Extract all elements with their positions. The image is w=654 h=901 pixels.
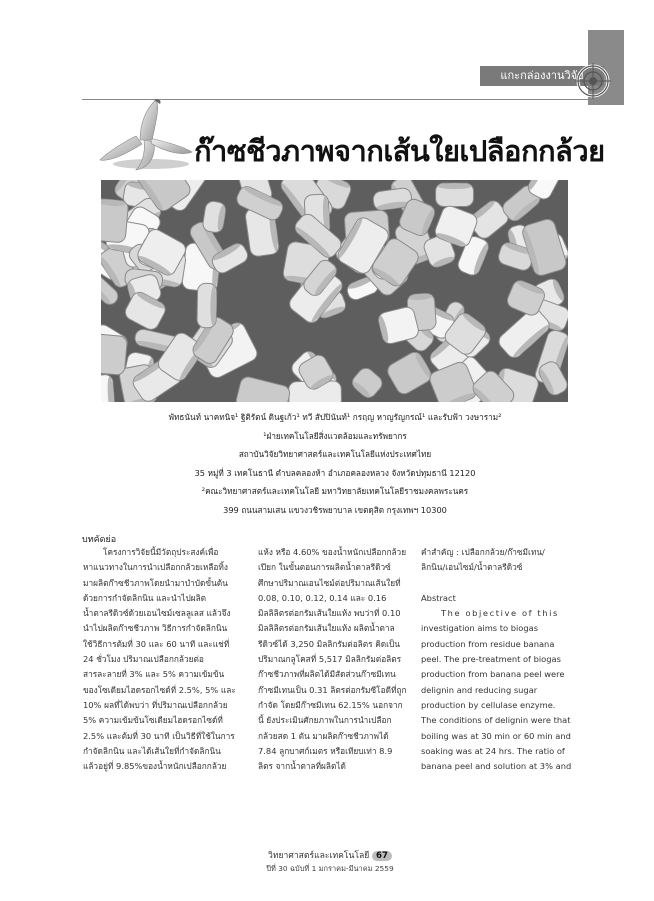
affiliation-1-address: 35 หมู่ที่ 3 เทคโนธานี ตำบลคลองห้า อำเภอคลองหลวง จังหวัดปทุมธานี 12120 bbox=[194, 467, 476, 478]
abstract-heading-en: Abstract bbox=[421, 592, 456, 603]
text-line: banana peel and solution at 3% and bbox=[421, 761, 572, 772]
journal-name: วิทยาศาสตร์และเทคโนโลยี bbox=[268, 851, 370, 861]
text-line: ลิตร จากน้ำตาลที่ผลิตได้ bbox=[258, 761, 346, 772]
article-title: ก๊าซชีวภาพจากเส้นใยเปลือกกล้วย bbox=[194, 134, 605, 168]
text-line: investigation aims to biogas bbox=[421, 623, 539, 634]
text-line: มิลลิลิตรต่อกรัมเส้นใยแห้ง พบว่าที่ 0.10 bbox=[258, 608, 401, 619]
text-line: ศึกษาปริมาณเอนไซม์ต่อปริมาณเส้นใยที่ bbox=[258, 577, 401, 588]
text-line: boiling was at 30 min or 60 min and bbox=[421, 730, 571, 741]
text-line: กำจัด โดยมีก๊าซมีเทน 62.15% นอกจาก bbox=[258, 699, 403, 710]
target-icon bbox=[575, 63, 611, 99]
author-block bbox=[100, 408, 570, 520]
text-line: นำไปผลิตก๊าซชีวภาพ วิธีการกำจัดลิกนิน bbox=[83, 623, 228, 634]
keywords-th-cont: ลิกนิน/เอนไซม์/น้ำตาลรีดิวซ์ bbox=[421, 562, 523, 573]
text-line: นี้ ยังประเมินศักยภาพในการนำเปลือก bbox=[258, 715, 392, 726]
page-number: 67 bbox=[372, 851, 392, 861]
text-line: โครงการวิจัยนี้มีวัตถุประสงค์เพื่อ bbox=[103, 547, 219, 557]
affiliation-1: ¹ฝ่ายเทคโนโลยีสิ่งแวดล้อมและทรัพยากร bbox=[263, 430, 407, 441]
peel-curl bbox=[438, 183, 472, 189]
text-line: The conditions of delignin were that bbox=[421, 715, 571, 726]
text-line: ก๊าซมีเทนเป็น 0.31 ลิตรต่อกรัมซีโอดีที่ถูก bbox=[258, 684, 407, 695]
text-line: delignin and reducing sugar bbox=[421, 684, 538, 695]
abstract-th-col2 bbox=[258, 545, 418, 774]
text-line: รีดิวซ์ได้ 3,250 มิลลิกรัมต่อลิตร คิดเป็น bbox=[258, 638, 400, 649]
text-line: มิลลิลิตรต่อกรัมเส้นใยแห้ง ผลิตน้ำตาล bbox=[258, 623, 395, 634]
text-line: เปียก ในขั้นตอนการผลิตน้ำตาลรีดิวซ์ bbox=[258, 562, 391, 573]
banana-peel-icon bbox=[96, 96, 196, 172]
text-line: หาแนวทางในการนำเปลือกกล้วยเหลือทิ้ง bbox=[83, 562, 228, 573]
text-line: แล้วอยู่ที่ 9.85%ของน้ำหนักเปลือกกล้วย bbox=[83, 761, 227, 772]
spacer bbox=[421, 576, 581, 591]
text-line: ของโซเดียมไฮดรอกไซด์ที่ 2.5%, 5% และ bbox=[83, 684, 236, 695]
text-line: peel. The pre-treatment of biogas bbox=[421, 654, 561, 665]
text-line: 24 ชั่วโมง ปริมาณเปลือกกล้วยต่อ bbox=[83, 654, 204, 665]
abstract-th-col1 bbox=[83, 545, 250, 774]
text-line: มาผลิตก๊าซชีวภาพโดยนำมาบำบัดขั้นต้น bbox=[83, 577, 228, 588]
issue-info: ปีที่ 30 ฉบับที่ 1 มกราคม-มีนาคม 2559 bbox=[266, 864, 394, 873]
section-tag: แกะกล่องงานวิจัย bbox=[480, 66, 604, 86]
text-line: ก๊าซชีวภาพที่ผลิตได้มีสัดส่วนก๊าซมีเทน bbox=[258, 669, 396, 680]
text-line: production from residue banana bbox=[421, 638, 555, 649]
text-line: production by cellulase enzyme. bbox=[421, 699, 556, 710]
affiliation-1-institute: สถาบันวิจัยวิทยาศาสตร์และเทคโนโลยีแห่งประเทศไทย bbox=[238, 449, 432, 460]
text-line: กำจัดลิกนิน และได้เส้นใยที่กำจัดลิกนิน bbox=[83, 745, 221, 756]
text-line: 2.5% และต้มที่ 30 นาที เป็นวิธีที่ใช้ในการ bbox=[83, 730, 235, 741]
text-line: น้ำตาลรีดิวซ์ด้วยเอนไซม์เซลลูเลส แล้วจึง bbox=[83, 608, 231, 619]
text-line: production from banana peel were bbox=[421, 669, 565, 680]
text-line: สารละลายที่ 3% และ 5% ความเข้มข้น bbox=[83, 669, 225, 680]
abstract-en-col3 bbox=[421, 545, 581, 774]
banana-peel-photo bbox=[101, 180, 568, 402]
text-line: ปริมาณกลูโคสที่ 5,517 มิลลิกรัมต่อลิตร bbox=[258, 654, 402, 665]
text-line: กล้วยสด 1 ตัน มาผลิตก๊าซชีวภาพได้ bbox=[258, 730, 389, 741]
text-line: 0.08, 0.10, 0.12, 0.14 และ 0.16 bbox=[258, 592, 387, 603]
author-names: พัทธนันท์ นาคทนิจ¹ ฐิติรัตน์ ดินฐเก้ว¹ ทวี สัปปินันท์¹ กรฤญ หาญรัญกรณ์¹ และรับฟ้า วงษาราม² bbox=[168, 412, 502, 422]
text-line: 7.84 ลูกบาศก์เมตร หรือเทียบเท่า 8.9 bbox=[258, 745, 393, 756]
text-line: แห้ง หรือ 4.60% ของน้ำหนักเปลือกกล้วย bbox=[258, 547, 407, 557]
keywords-th: คำสำคัญ : เปลือกกล้วย/ก๊าซมีเทน/ bbox=[421, 547, 545, 557]
text-line: ใช้วิธีการต้มที่ 30 และ 60 นาที และแช่ที่ bbox=[83, 638, 230, 649]
peel-strip bbox=[101, 334, 128, 376]
text-line: 5% ความเข้มข้นโซเดียมไฮดรอกไซด์ที่ bbox=[83, 715, 223, 726]
abstract-heading-th: บทคัดย่อ bbox=[82, 535, 117, 545]
affiliation-2: ²คณะวิทยาศาสตร์และเทคโนโลยี มหาวิทยาลัยเทคโนโลยีราชมงคลพระนคร bbox=[201, 486, 469, 497]
text-line: The objective of this bbox=[441, 608, 559, 619]
affiliation-2-address: 399 ถนนสามเสน แขวงวชิรพยาบาล เขตดุสิต กรุงเทพฯ 10300 bbox=[223, 504, 447, 515]
text-line: 10% ผลที่ได้พบว่า ที่ปริมาณเปลือกกล้วย bbox=[83, 699, 228, 710]
page-footer bbox=[200, 848, 460, 862]
text-line: ด้วยการกำจัดลิกนิน และนำไปผลิต bbox=[83, 592, 207, 603]
text-line: soaking was at 24 hrs. The ratio of bbox=[421, 745, 565, 756]
